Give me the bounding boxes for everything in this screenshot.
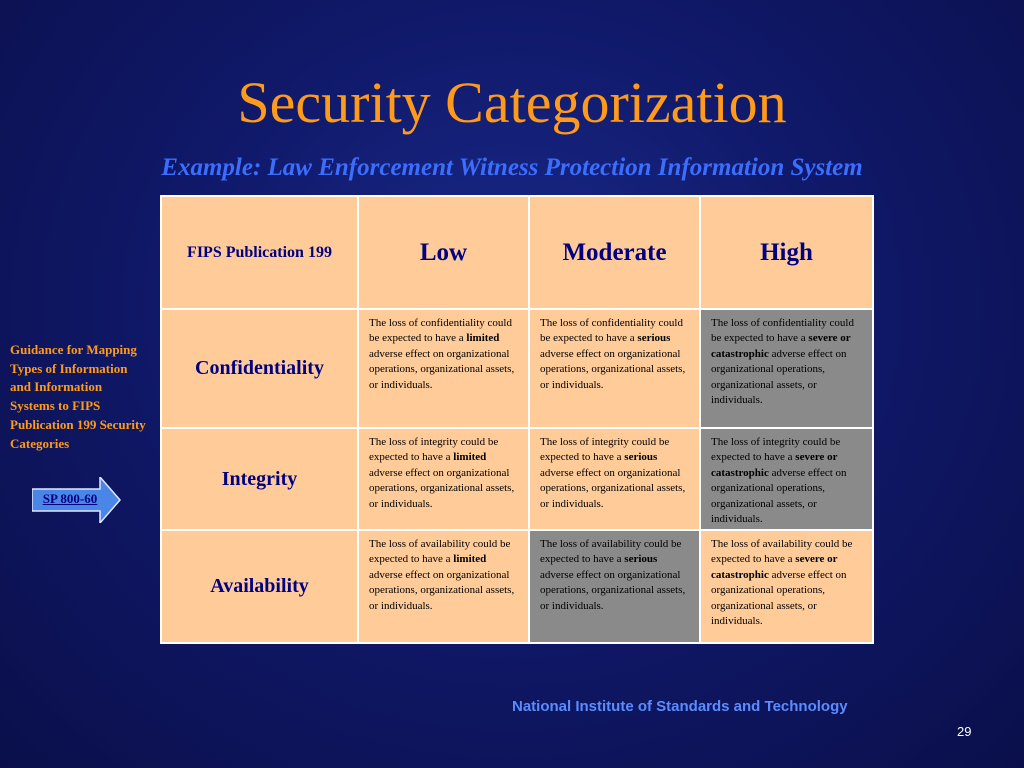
header-row <box>161 196 873 309</box>
cell-confidentiality-moderate: The loss of confidentiality could be expected to have a serious adverse effect on organizational operations, organizational assets, or individuals. <box>529 309 700 428</box>
cell-integrity-low: The loss of integrity could be expected to have a limited adverse effect on organizational operations, organizational assets, or individuals. <box>358 428 529 530</box>
row-label-availability: Availability <box>161 530 358 643</box>
row-label-confidentiality: Confidentiality <box>161 309 358 428</box>
table-row <box>161 530 873 643</box>
sp-800-60-link-label[interactable]: SP 800-60 <box>42 491 98 506</box>
side-note: Guidance for Mapping Types of Information and Information Systems to FIPS Publication 199 Security Categories <box>10 342 146 451</box>
header-fips: FIPS Publication 199 <box>161 196 358 309</box>
header-moderate: Moderate <box>529 196 700 309</box>
cell-integrity-moderate: The loss of integrity could be expected to have a serious adverse effect on organizational operations, organizational assets, or individuals. <box>529 428 700 530</box>
slide-subtitle: Example: Law Enforcement Witness Protection Information System <box>161 154 863 181</box>
footer-org-name: National Institute of Standards and Technology <box>512 698 848 715</box>
header-high: High <box>700 196 873 309</box>
sp-800-60-link-button[interactable] <box>32 477 122 523</box>
cell-integrity-high: The loss of integrity could be expected to have a severe or catastrophic adverse effect on organizational operations, organizational assets, or individuals. <box>700 428 873 530</box>
table-row <box>161 309 873 428</box>
table-row <box>161 428 873 530</box>
cell-confidentiality-low: The loss of confidentiality could be expected to have a limited adverse effect on organizational operations, organizational assets, or individuals. <box>358 309 529 428</box>
cell-confidentiality-high: The loss of confidentiality could be expected to have a severe or catastrophic adverse effect on organizational operations, organizational assets, or individuals. <box>700 309 873 428</box>
cell-availability-low: The loss of availability could be expected to have a limited adverse effect on organizational operations, organizational assets, or individuals. <box>358 530 529 643</box>
security-categorization-table <box>160 195 874 644</box>
header-low: Low <box>358 196 529 309</box>
page-number: 29 <box>957 724 972 739</box>
row-label-integrity: Integrity <box>161 428 358 530</box>
cell-availability-high: The loss of availability could be expected to have a severe or catastrophic adverse effect on organizational operations, organizational assets, or individuals. <box>700 530 873 643</box>
cell-availability-moderate: The loss of availability could be expected to have a serious adverse effect on organizational operations, organizational assets, or individuals. <box>529 530 700 643</box>
slide-title: Security Categorization <box>237 70 787 135</box>
